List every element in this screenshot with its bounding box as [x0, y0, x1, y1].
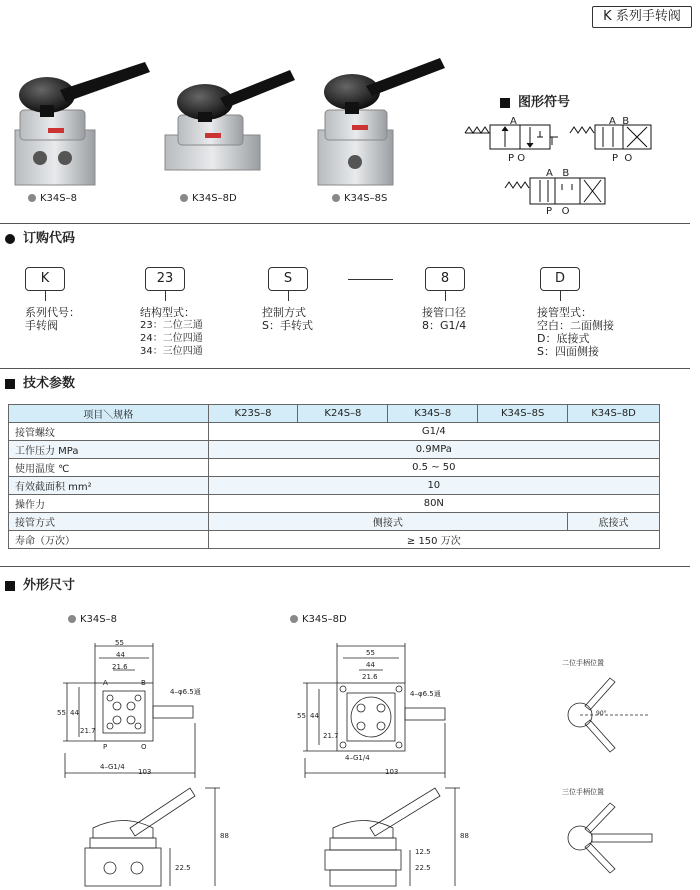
d1-44: 44 — [116, 651, 125, 659]
d2-height: 88 — [460, 832, 469, 840]
specs-header-cell: K34S–8D — [568, 405, 660, 423]
d2-top: 55 — [366, 649, 375, 657]
handle-three-label: 三位手柄位置 — [562, 788, 604, 796]
sym1-po: P O — [508, 153, 526, 164]
specs-header-cell: K34S–8 — [388, 405, 478, 423]
code-box-connection: D — [540, 267, 580, 291]
d2-width: 103 — [385, 768, 399, 776]
handle-two-angle: 90° — [596, 710, 607, 717]
code-desc-connection: 接管型式： 空白：二面侧接 D：底接式 S：四面侧接 — [537, 306, 614, 358]
handle-three-diagram — [550, 798, 660, 888]
series-title-box — [592, 6, 692, 28]
d1-h225: 22.5 — [175, 864, 191, 872]
specs-table — [8, 404, 660, 549]
specs-title: 技术参数 — [5, 376, 75, 392]
sym3-ab: A B — [546, 168, 570, 179]
rule-dims-top — [0, 566, 690, 567]
d2-h12: 12.5 — [415, 848, 431, 856]
d1-port-b: B — [141, 679, 146, 687]
specs-header-row — [9, 405, 660, 423]
sym2-ab: A B — [609, 116, 630, 127]
table-row: 有效截面积 mm² 10 — [9, 477, 660, 495]
d1-port: 4–G1/4 — [100, 763, 125, 771]
series-title: K 系列手转阀 — [603, 9, 681, 24]
d1-left44: 44 — [70, 709, 79, 717]
table-row: 接管螺纹 G1/4 — [9, 423, 660, 441]
rule-order-top — [0, 223, 690, 224]
sym1-a: A — [510, 116, 517, 127]
d1-top: 55 — [115, 639, 124, 647]
symbols-title: 图形符号 — [500, 95, 570, 111]
drawing2-svg — [295, 628, 495, 890]
product-label-3: K34S–8S — [332, 193, 387, 205]
drawing1-svg — [55, 628, 265, 890]
valve-symbol-3 — [505, 178, 605, 204]
rule-specs-top — [0, 368, 690, 369]
table-row: 寿命（万次） ≥ 150 万次 — [9, 531, 660, 549]
code-separator — [348, 279, 393, 280]
sym2-po: P O — [612, 153, 633, 164]
product-photo-3 — [318, 58, 445, 185]
d2-hole: 4–φ6.5通 — [410, 690, 441, 698]
order-code-title: 订购代码 — [5, 231, 75, 247]
table-row: 接管方式 侧接式 底接式 — [9, 513, 660, 531]
specs-header-cell: K23S–8 — [208, 405, 298, 423]
sym3-po: P O — [546, 206, 570, 217]
valve-symbol-1 — [465, 125, 558, 149]
table-row: 使用温度 ℃ 0.5 ~ 50 — [9, 459, 660, 477]
d1-left55: 55 — [57, 709, 66, 717]
d1-height: 88 — [220, 832, 229, 840]
d2-44: 44 — [366, 661, 375, 669]
valve-symbol-2 — [570, 125, 651, 149]
code-box-series: K — [25, 267, 65, 291]
d2-h225: 22.5 — [415, 864, 431, 872]
product-label-2: K34S–8D — [180, 193, 237, 205]
d1-port-p: P — [103, 743, 108, 751]
d1-217: 21.7 — [80, 727, 96, 735]
code-box-size: 8 — [425, 267, 465, 291]
d1-216: 21.6 — [112, 663, 128, 671]
product-label-1: K34S–8 — [28, 193, 77, 205]
d2-217: 21.7 — [323, 732, 339, 740]
table-row: 操作力 80N — [9, 495, 660, 513]
valve-symbols — [460, 115, 695, 215]
table-row: 工作压力 MPa 0.9MPa — [9, 441, 660, 459]
d2-left55: 55 — [297, 712, 306, 720]
specs-header-cell: K34S–8S — [478, 405, 568, 423]
specs-header-cell: 项目＼规格 — [9, 405, 209, 423]
d2-216: 21.6 — [362, 673, 378, 681]
d1-port-o: O — [141, 743, 147, 751]
code-box-structure: 23 — [145, 267, 185, 291]
product-photo-1 — [15, 62, 150, 185]
d1-port-a: A — [103, 679, 108, 687]
d1-width: 103 — [138, 768, 152, 776]
code-desc-control: 控制方式 S：手转式 — [262, 306, 313, 332]
d1-hole: 4–φ6.5通 — [170, 688, 201, 696]
code-box-control: S — [268, 267, 308, 291]
d2-port: 4–G1/4 — [345, 754, 370, 762]
drawing1-label: K34S–8 — [68, 614, 117, 626]
handle-two-label: 二位手柄位置 — [562, 659, 604, 667]
code-desc-structure: 结构型式： 23：二位三通 24：二位四通 34：三位四通 — [140, 306, 203, 357]
product-photo-2 — [165, 70, 295, 170]
code-desc-series: 系列代号： 手转阀 — [25, 306, 80, 332]
drawing2-label: K34S–8D — [290, 614, 347, 626]
specs-header-cell: K24S–8 — [298, 405, 388, 423]
product-photos — [0, 50, 470, 190]
code-desc-size: 接管口径 8：G1/4 — [422, 306, 467, 332]
dimensions-title: 外形尺寸 — [5, 578, 75, 594]
d2-left44: 44 — [310, 712, 319, 720]
